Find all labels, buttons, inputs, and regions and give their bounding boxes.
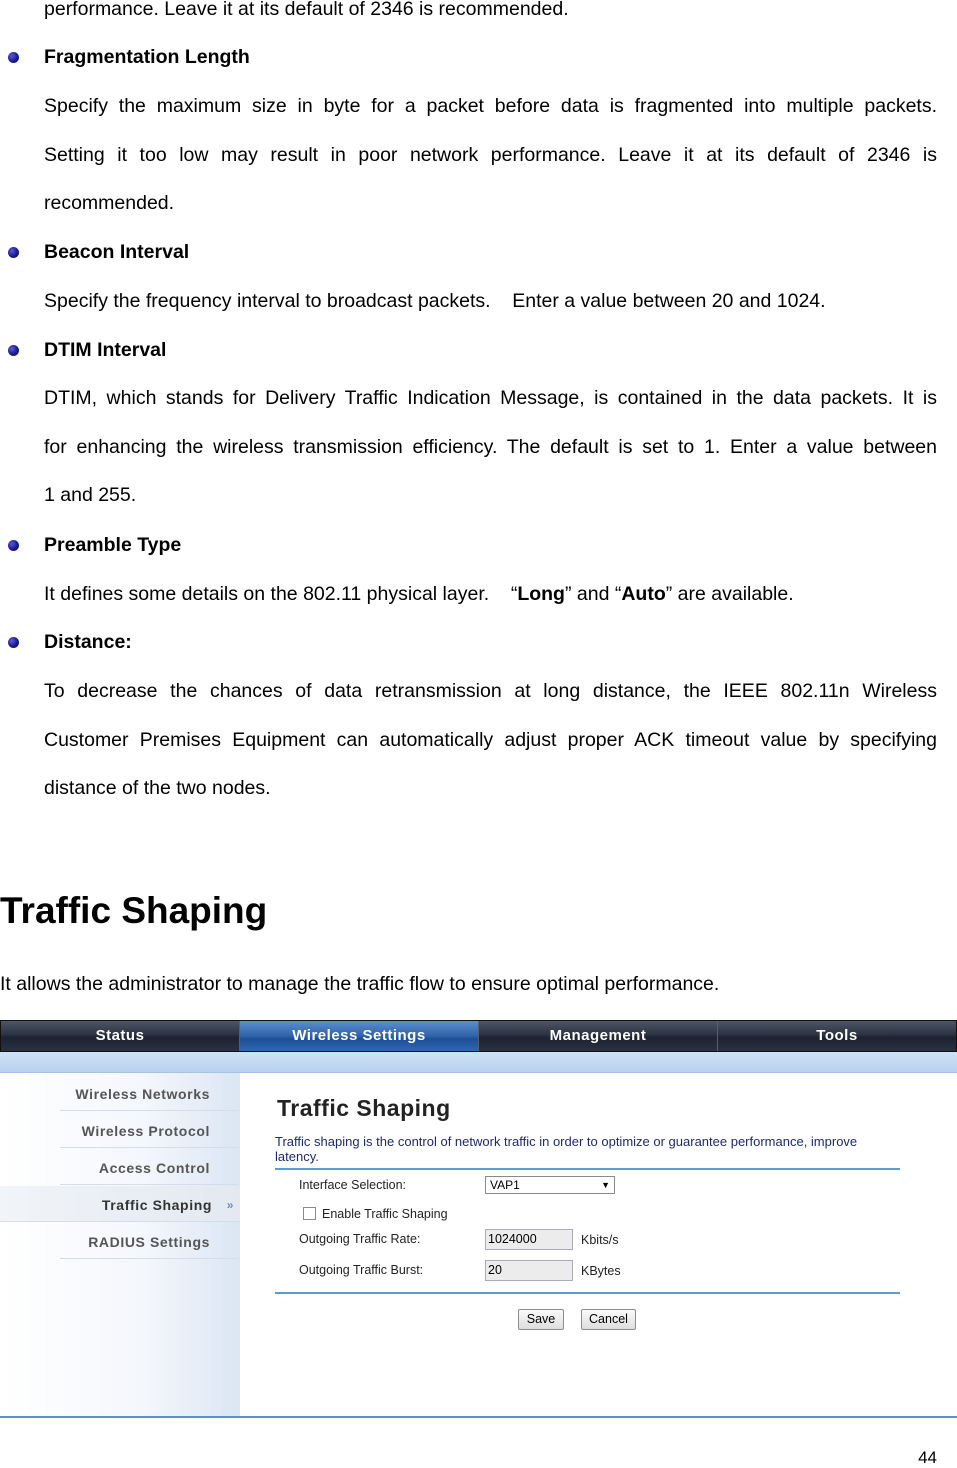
- enable-traffic-shaping-checkbox[interactable]: [303, 1207, 316, 1220]
- dtim-line-3: 1 and 255.: [44, 484, 137, 506]
- distance-title: Distance:: [44, 631, 132, 653]
- preamble-prefix: It defines some details on the 802.11 physical layer. “: [44, 583, 518, 605]
- enable-traffic-shaping-label: Enable Traffic Shaping: [322, 1207, 448, 1221]
- distance-line-3: distance of the two nodes.: [44, 777, 271, 799]
- bullet-icon: [8, 345, 19, 356]
- double-chevron-right-icon: »: [226, 1198, 234, 1212]
- interface-selection-label: Interface Selection:: [299, 1178, 407, 1192]
- sidebar-item-access-control[interactable]: Access Control: [60, 1149, 238, 1185]
- outgoing-rate-unit: Kbits/s: [581, 1233, 619, 1247]
- outgoing-burst-unit: KBytes: [581, 1264, 621, 1278]
- cancel-button[interactable]: Cancel: [581, 1309, 636, 1330]
- preamble-title: Preamble Type: [44, 534, 182, 556]
- fragmentation-line-1: Specify the maximum size in byte for a packet before data is fragmented into multiple packets.: [44, 95, 937, 117]
- preamble-option-auto: Auto: [621, 583, 666, 605]
- section-description: It allows the administrator to manage the traffic flow to ensure optimal performance.: [0, 973, 720, 995]
- preamble-mid: ” and “: [564, 583, 622, 605]
- beacon-title: Beacon Interval: [44, 241, 190, 263]
- section-title: Traffic Shaping: [0, 890, 268, 931]
- intro-line: performance. Leave it at its default of 2346 is recommended.: [44, 0, 569, 20]
- preamble-suffix: ” are available.: [665, 583, 794, 605]
- page-title: Traffic Shaping: [277, 1095, 451, 1121]
- footer-rule: [0, 1416, 957, 1418]
- divider: [275, 1168, 900, 1170]
- dtim-title: DTIM Interval: [44, 339, 167, 361]
- interface-select-value: VAP1: [490, 1178, 520, 1192]
- fragmentation-line-3: recommended.: [44, 192, 175, 214]
- sidebar-item-radius-settings[interactable]: RADIUS Settings: [60, 1223, 238, 1259]
- save-button[interactable]: Save: [518, 1309, 564, 1330]
- sidebar: [0, 1073, 240, 1417]
- sidebar-item-traffic-shaping[interactable]: [0, 1186, 240, 1222]
- sidebar-item-wireless-networks[interactable]: Wireless Networks: [60, 1075, 238, 1111]
- preamble-option-long: Long: [517, 583, 565, 605]
- top-navigation: [0, 1020, 957, 1052]
- outgoing-rate-input[interactable]: 1024000: [485, 1229, 573, 1250]
- sub-header-bar: [0, 1052, 957, 1073]
- dropdown-arrow-icon: ▼: [601, 1180, 610, 1190]
- page-description: Traffic shaping is the control of network traffic in order to optimize or guarantee performance, improve latency.: [275, 1134, 858, 1164]
- page-number: 44: [918, 1448, 937, 1467]
- outgoing-burst-label: Outgoing Traffic Burst:: [299, 1263, 424, 1277]
- interface-select[interactable]: [485, 1176, 615, 1194]
- tab-tools[interactable]: Tools: [816, 1027, 858, 1044]
- sidebar-item-wireless-protocol[interactable]: Wireless Protocol: [60, 1112, 238, 1148]
- outgoing-rate-label: Outgoing Traffic Rate:: [299, 1232, 421, 1246]
- tab-wireless-settings[interactable]: Wireless Settings: [240, 1021, 479, 1051]
- outgoing-burst-input[interactable]: 20: [485, 1260, 573, 1281]
- preamble-line: [44, 582, 794, 606]
- bullet-icon: [8, 247, 19, 258]
- dtim-line-1: DTIM, which stands for Delivery Traffic Indication Message, is contained in the data packets. It is: [44, 387, 937, 409]
- bullet-icon: [8, 540, 19, 551]
- fragmentation-line-2: Setting it too low may result in poor network performance. Leave it at its default of 2346 is: [44, 144, 937, 166]
- traffic-shaping-screenshot: [0, 1020, 957, 1420]
- bullet-icon: [8, 52, 19, 63]
- bullet-icon: [8, 637, 19, 648]
- divider: [275, 1292, 900, 1294]
- distance-line-2: Customer Premises Equipment can automatically adjust proper ACK timeout value by specifying: [44, 729, 937, 751]
- fragmentation-title: Fragmentation Length: [44, 46, 250, 68]
- distance-line-1: To decrease the chances of data retransmission at long distance, the IEEE 802.11n Wireless: [44, 680, 937, 702]
- dtim-line-2: for enhancing the wireless transmission efficiency. The default is set to 1. Enter a value between: [44, 436, 937, 458]
- sidebar-item-label: Traffic Shaping: [101, 1197, 212, 1213]
- beacon-line-1: Specify the frequency interval to broadcast packets. Enter a value between 20 and 1024.: [44, 290, 826, 312]
- tab-status[interactable]: Status: [1, 1021, 240, 1051]
- tab-management[interactable]: Management: [479, 1021, 718, 1051]
